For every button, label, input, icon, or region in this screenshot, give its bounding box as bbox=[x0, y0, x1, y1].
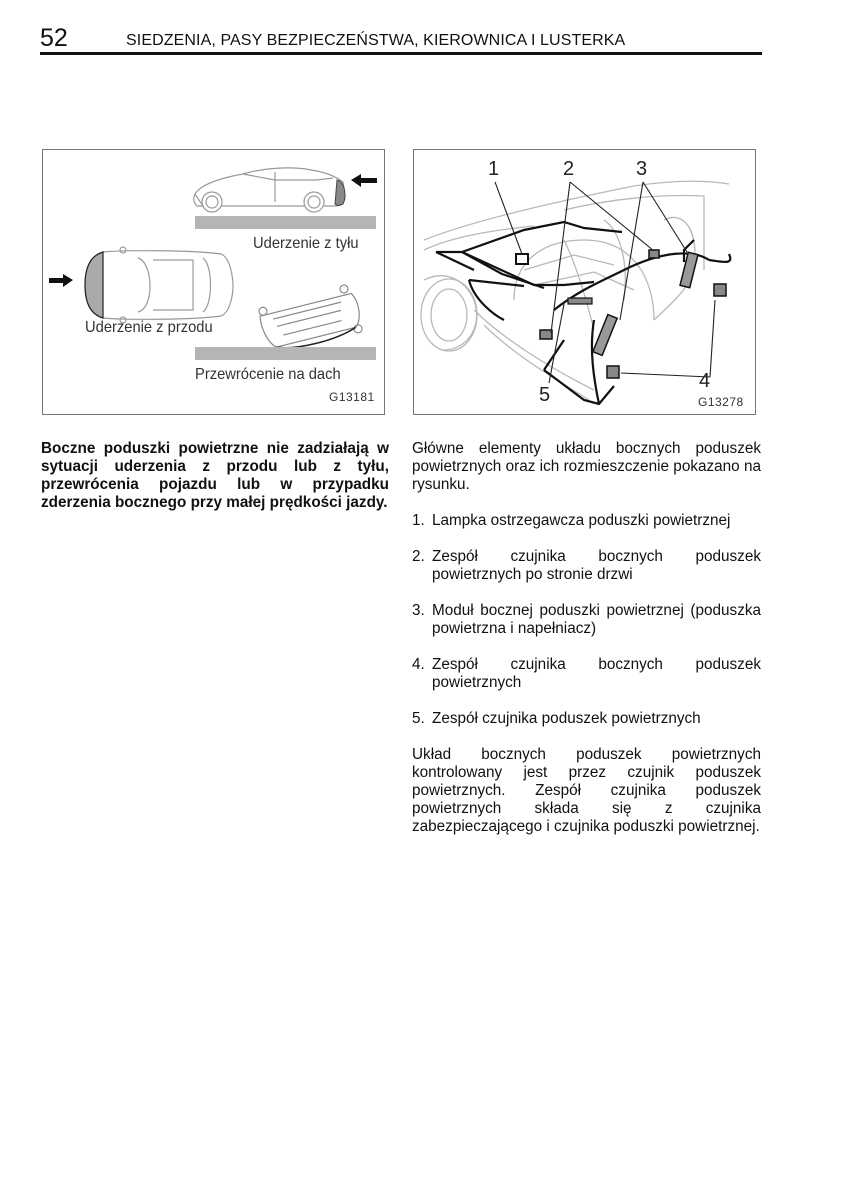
car-body-outline bbox=[421, 181, 729, 400]
list-item bbox=[412, 656, 761, 692]
chapter-title: SIEDZENIA, PASY BEZPIECZEŃSTWA, KIEROWNICA I LUSTERKA bbox=[126, 32, 626, 49]
airbag-module-front bbox=[593, 315, 617, 356]
car-rollover-icon bbox=[256, 283, 365, 358]
side-sensor-rear bbox=[714, 284, 726, 296]
warning-text: Boczne poduszki powietrzne nie zadziałają w sytuacji uderzenia z przodu lub z tyłu, przewrócenia pojazdu lub w przypadku zderzenia bocznego przy małej prędkości jazdy. bbox=[41, 440, 389, 511]
list-item-number: 3. bbox=[412, 602, 425, 619]
callout-4: 4 bbox=[699, 370, 711, 392]
intro-paragraph: Główne elementy układu bocznych poduszek powietrznych oraz ich rozmieszczenie pokazano na rysunku. bbox=[412, 440, 761, 493]
figure-crash-types bbox=[42, 149, 385, 415]
list-item-text: Moduł bocznej poduszki powietrznej (poduszka powietrzna i napełniacz) bbox=[432, 602, 761, 637]
callout-1: 1 bbox=[488, 158, 500, 180]
figure-code: G13181 bbox=[329, 390, 375, 404]
list-item-text: Lampka ostrzegawcza poduszki powietrznej bbox=[432, 512, 731, 529]
list-item bbox=[412, 548, 761, 584]
list-item-text: Zespół czujnika bocznych poduszek powietrznych po stronie drzwi bbox=[432, 548, 761, 583]
list-item bbox=[412, 710, 761, 728]
component-list bbox=[412, 512, 761, 728]
side-sensor-front bbox=[607, 366, 619, 378]
outro-paragraph: Układ bocznych poduszek powietrznych kontrolowany jest przez czujnik poduszek powietrznych. Zespół czujnika poduszek powietrznych składa się z czujnika zabezpieczającego i czujnika poduszki powietrznej. bbox=[412, 746, 761, 835]
label-front-impact: Uderzenie z przodu bbox=[85, 319, 213, 336]
callout-3: 3 bbox=[636, 158, 648, 180]
airbag-module-rear bbox=[680, 252, 698, 287]
right-column bbox=[412, 440, 761, 836]
figure-airbag-components bbox=[413, 149, 756, 415]
ground-bar bbox=[195, 216, 376, 229]
list-item-text: Zespół czujnika bocznych poduszek powietrznych bbox=[432, 656, 761, 691]
door-sensor-right bbox=[649, 250, 659, 258]
center-sensor bbox=[568, 298, 592, 304]
wiring-harness bbox=[436, 222, 730, 404]
door-sensor-left bbox=[540, 330, 552, 339]
arrow-left-icon bbox=[351, 174, 377, 187]
list-item-number: 2. bbox=[412, 548, 425, 565]
callout-5: 5 bbox=[539, 384, 551, 406]
left-column bbox=[41, 440, 389, 512]
page-number: 52 bbox=[40, 24, 68, 52]
list-item-number: 1. bbox=[412, 512, 425, 529]
list-item bbox=[412, 512, 761, 530]
callout-2: 2 bbox=[563, 158, 575, 180]
list-item bbox=[412, 602, 761, 638]
page-header bbox=[40, 22, 762, 55]
figure-code: G13278 bbox=[698, 395, 744, 409]
list-item-number: 5. bbox=[412, 710, 425, 727]
label-rear-impact: Uderzenie z tyłu bbox=[253, 235, 359, 252]
car-side-view-icon bbox=[194, 168, 345, 212]
list-item-text: Zespół czujnika poduszek powietrznych bbox=[432, 710, 701, 727]
arrow-right-icon bbox=[49, 274, 73, 287]
ground-bar bbox=[195, 347, 376, 360]
car-top-view-icon bbox=[85, 247, 233, 323]
list-item-number: 4. bbox=[412, 656, 425, 673]
warning-lamp-component bbox=[516, 254, 528, 264]
label-rollover: Przewrócenie na dach bbox=[195, 366, 341, 383]
